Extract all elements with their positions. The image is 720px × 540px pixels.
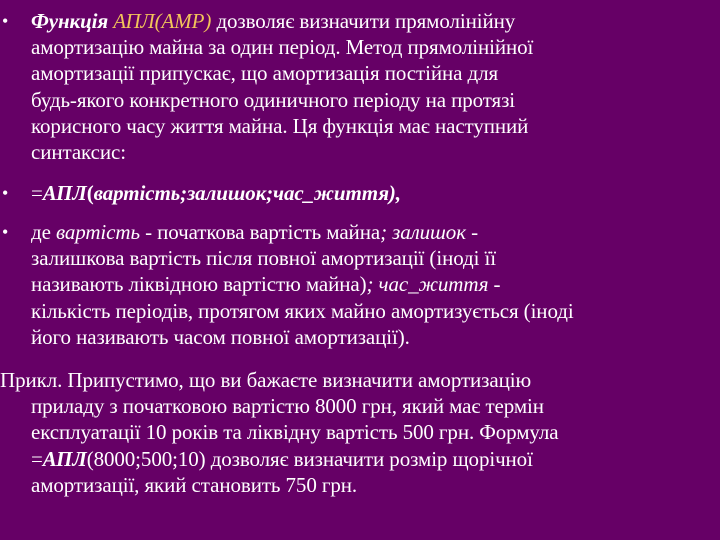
- text-line: амортизації припускає, що амортизація постійна для: [31, 61, 499, 86]
- text-line: його називають часом повної амортизації).: [31, 324, 410, 349]
- term-label: Функція: [31, 9, 109, 33]
- text-line: Прикл. Припустимо, що ви бажаєте визначити амортизацію: [0, 368, 532, 392]
- equals-sign: =: [31, 181, 43, 205]
- text-line: залишкова вартість після повної амортизації (іноді її: [31, 246, 496, 271]
- argument-name: ; залишок: [380, 220, 466, 244]
- paragraph-example: [0, 367, 712, 498]
- syntax-function: АПЛ: [42, 181, 87, 205]
- text-line: кількість періодів, протягом яких майно амортизується (іноді: [31, 298, 574, 323]
- paragraph-arguments: [31, 219, 715, 350]
- argument-name: вартість: [55, 220, 140, 244]
- text-line: корисного часу життя майна. Ця функція має наступний: [31, 113, 529, 138]
- text-fragment: де: [31, 220, 56, 244]
- text-line: амортизації, який становить 750 грн.: [31, 472, 358, 497]
- text-line: синтаксис:: [31, 140, 126, 165]
- paragraph-function-description: [31, 8, 715, 165]
- text-line: будь-якого конкретного одиничного періоду на протязі: [31, 87, 516, 112]
- function-name: АПЛ(АМР): [113, 9, 212, 33]
- text-fragment: - початкова вартість майна: [139, 220, 381, 244]
- argument-name: ; час_життя: [366, 272, 489, 297]
- text-line: [31, 8, 715, 34]
- bullet-icon: •: [2, 11, 9, 31]
- example-function: АПЛ: [42, 446, 87, 471]
- text-line: амортизацію майна за один період. Метод прямолінійної: [31, 35, 534, 60]
- syntax-paren: (: [86, 181, 94, 205]
- text-line: [31, 219, 715, 245]
- paragraph-syntax: [31, 180, 715, 206]
- syntax-line: [31, 180, 715, 206]
- syntax-arguments: вартість;залишок;час_життя),: [93, 181, 401, 205]
- text-fragment: (8000;500;10) дозволяє визначити розмір щорічної: [86, 446, 533, 471]
- text-line: експлуатації 10 років та ліквідну вартість 500 грн. Формула: [31, 420, 559, 445]
- text-fragment: дозволяє визначити прямолінійну: [211, 9, 516, 33]
- text-line: приладу з початковою вартістю 8000 грн, який має термін: [31, 394, 544, 419]
- text-line: [0, 446, 712, 472]
- text-fragment: називають ліквідною вартістю майна): [31, 272, 367, 297]
- bullet-icon: •: [2, 222, 9, 242]
- text-line: [31, 271, 715, 297]
- equals-sign: =: [31, 446, 43, 471]
- text-fragment: -: [465, 220, 478, 244]
- text-fragment: -: [488, 272, 501, 297]
- bullet-icon: •: [2, 183, 9, 203]
